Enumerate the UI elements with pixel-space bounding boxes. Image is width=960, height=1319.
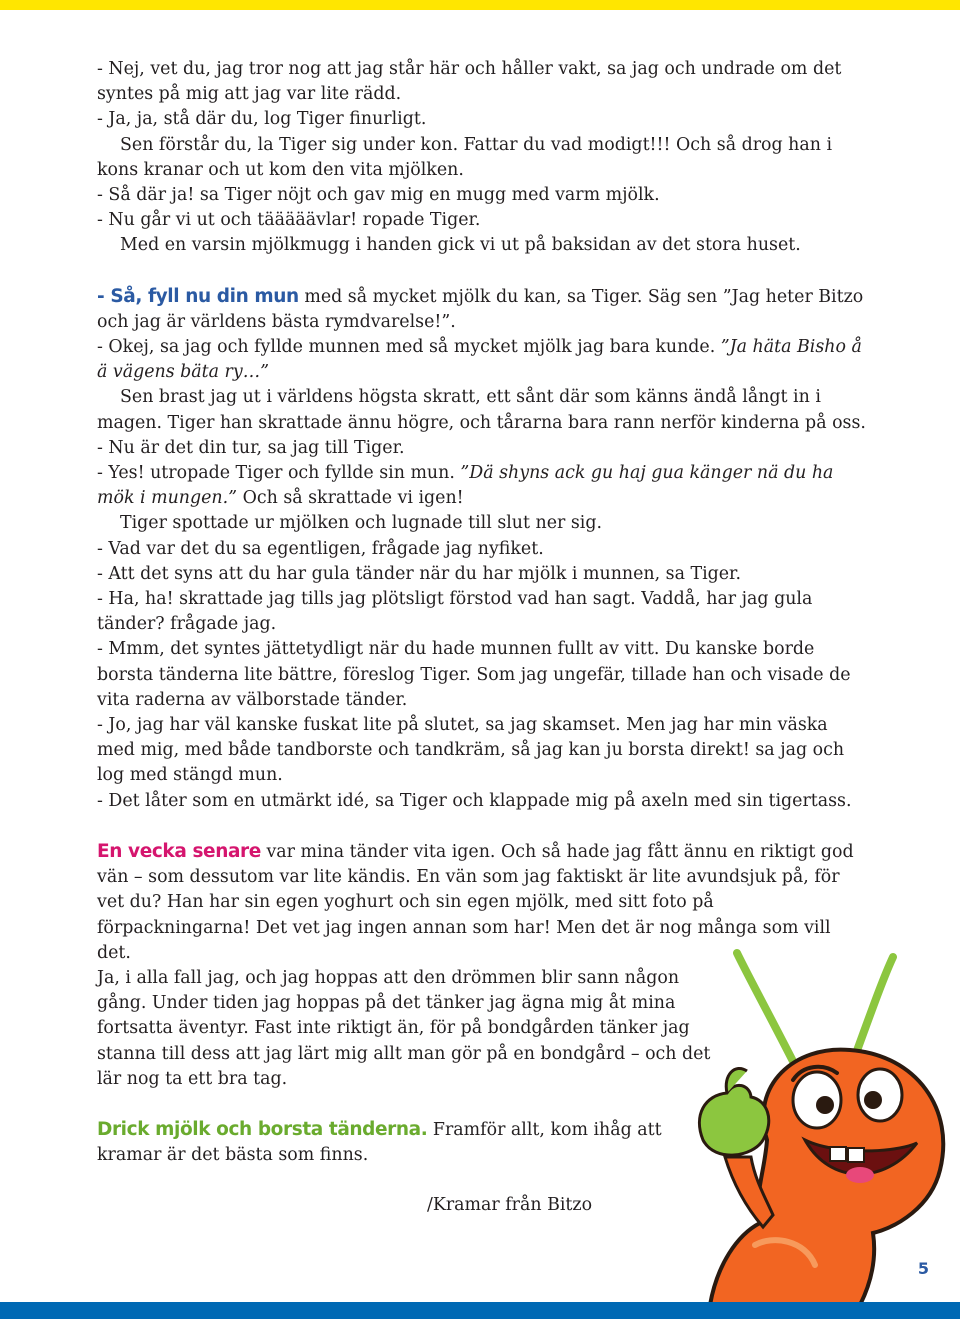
paragraph: Sen brast jag ut i världens högsta skratt, ett sånt där som känns ändå långt in i magen. Tiger han skrattade ännu högre, och tårarna bara rann nerför kinderna på oss. [97,387,866,433]
italic-quote: ”Ja häta Bisho å ä vägens bäta ry…” [97,337,862,383]
paragraph: Tiger spottade ur mjölken och lugnade till slut ner sig. [120,513,603,534]
highlight-phrase: Drick mjölk och borsta tänderna. [97,1118,428,1140]
signature: /Kramar från Bitzo [427,1195,593,1216]
paragraph-text: Framför allt, kom ihåg att kramar är det bästa som finns. [97,1119,662,1166]
paragraph-text: - Okej, sa jag och fyllde munnen med så mycket mjölk jag bara kunde. [97,337,721,358]
page-number: 5 [917,1259,929,1278]
paragraph: - Nej, vet du, jag tror nog att jag står här och håller vakt, sa jag och undrade om det syntes på mig att jag var lite rädd. [97,59,842,105]
highlight-phrase: - Så, fyll nu din mun [97,285,299,307]
paragraph-text: - Yes! utropade Tiger och fyllde sin mun. [97,463,461,484]
bottom-color-bar [0,1302,960,1319]
italic-quote: ”Dä shyns ack gu haj gua känger nä du ha mök i mungen.” [97,463,834,509]
paragraph-text: var mina tänder vita igen. Och så hade jag fått ännu en riktigt god vän – som dessutom var lite kändis. En vän som jag faktiskt är lite avundsjuk på, för vet du? Han har sin egen yoghurt och sin egen mjölk, med sitt foto på förpackningarna! Det vet jag ingen annan som har! Men det är nog många som vill det. [97,841,854,963]
bitzo-mascot-illustration [655,935,960,1305]
paragraph [97,1117,697,1168]
paragraph: - Så där ja! sa Tiger nöjt och gav mig en mugg med varm mjölk. [97,185,660,206]
paragraph: Med en varsin mjölkmugg i handen gick vi ut på baksidan av det stora huset. [120,235,801,256]
paragraph: - Ja, ja, stå där du, log Tiger finurligt. [97,109,427,130]
paragraph: - Nu är det din tur, sa jag till Tiger. [97,437,405,458]
top-color-bar [0,0,960,10]
paragraph: - Jo, jag har väl kanske fuskat lite på slutet, sa jag skamset. Men jag har min väska med mig, med både tandborste och tandkräm, så jag kan ju borsta direkt! sa jag och log med stängd mun. [97,715,845,786]
paragraph: - Vad var det du sa egentligen, frågade jag nyfiket. [97,538,544,559]
paragraph: - Nu går vi ut och tääääävlar! ropade Tiger. [97,210,481,231]
paragraph [97,461,867,511]
paragraph [97,284,867,335]
paragraph: - Det låter som en utmärkt idé, sa Tiger och klappade mig på axeln med sin tigertass. [97,790,852,811]
paragraph: Sen förstår du, la Tiger sig under kon. Fattar du vad modigt!!! Och så drog han i kons kranar och ut kom den vita mjölken. [97,134,833,180]
paragraph: - Mmm, det syntes jättetydligt när du hade munnen fullt av vitt. Du kanske borde borsta tänderna lite bättre, föreslog Tiger. Som jag ungefär, tillade han och visade de vita raderna av välborstade tänder. [97,639,851,710]
highlight-phrase: En vecka senare [97,840,261,862]
paragraph [97,335,867,385]
paragraph-text: med så mycket mjölk du kan, sa Tiger. Säg sen ”Jag heter Bitzo och jag är världens bästa rymdvarelse!”. [97,286,864,332]
paragraph: Ja, i alla fall jag, och jag hoppas att den drömmen blir sann någon gång. Under tiden jag hoppas på det tänker jag ägna mig åt mina fortsatta äventyr. Fast inte riktigt än, för på bondgården tänker jag stanna till dess att jag lärt mig allt man gör på en bondgård – och det lär nog ta ett bra tag. [97,967,711,1089]
paragraph-text: Och så skrattade vi igen! [237,488,464,509]
paragraph: - Att det syns att du har gula tänder när du har mjölk i munnen, sa Tiger. [97,563,741,584]
paragraph: - Ha, ha! skrattade jag tills jag plötsligt förstod vad han sagt. Vaddå, har jag gula tänder? frågade jag. [97,589,813,635]
